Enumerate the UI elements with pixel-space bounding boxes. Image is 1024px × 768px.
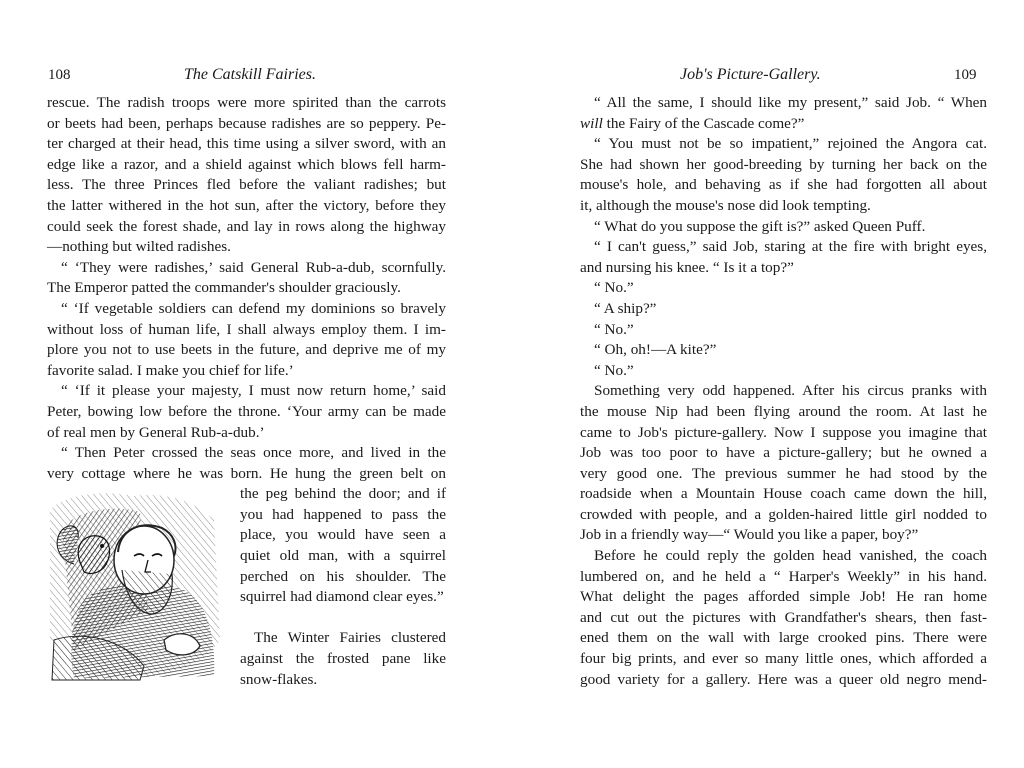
- text-line: place, you would have seen a: [240, 526, 446, 544]
- text-line: roadside when a Mountain House coach came down the hill,: [580, 485, 987, 503]
- text-line: very cottage where he was born. He hung the green belt on: [47, 464, 446, 482]
- text-line: without loss of human life, I shall always employ them. I im-: [47, 320, 446, 338]
- text-line: Peter, bowing low before the throne. ‘Your army can be made: [47, 402, 446, 420]
- text-line: snow-flakes.: [240, 670, 318, 688]
- text-line: The Winter Fairies clustered: [254, 629, 446, 647]
- text-line: the latter withered in the hot sun, after the victory, before they: [47, 196, 446, 214]
- text-line: “ Then Peter crossed the seas once more, and lived in the: [61, 444, 446, 462]
- text-line: plore you not to use beets in the future, and deprive me of my: [47, 341, 446, 359]
- old-man-with-squirrel-illustration: [44, 490, 228, 682]
- text-line: against the frosted pane like: [240, 650, 446, 668]
- page-number-right: 109: [954, 67, 977, 83]
- text-line: “ All the same, I should like my present,” said Job. “ When: [594, 94, 987, 111]
- text-line: crowded with people, and a golden-haired little girl nodded to: [580, 505, 987, 523]
- text-line: “ Oh, oh!—A kite?”: [594, 341, 717, 359]
- text-line: “ You must not be so impatient,” rejoined the Angora cat.: [594, 135, 987, 153]
- text-line: very good one. The previous summer he had stood by the: [580, 464, 987, 482]
- text-line: squirrel had diamond clear eyes.”: [240, 588, 444, 606]
- text-line: Something very odd happened. After his circus pranks with: [594, 382, 987, 400]
- text-line: What delight the pages afforded simple Job! He ran home: [580, 588, 987, 606]
- text-line: edge like a razor, and a shield against which blows fell harm-: [47, 155, 446, 173]
- text-line: and nursing his knee. “ Is it a top?”: [580, 258, 794, 276]
- text-line: “ What do you suppose the gift is?” asked Queen Puff.: [594, 217, 926, 235]
- running-title-left: The Catskill Fairies.: [184, 66, 316, 83]
- text-line: perched on his shoulder. The: [240, 567, 446, 585]
- text-line: and cut out the pictures with Grandfather's shears, then fast-: [580, 608, 987, 626]
- running-title-right: Job's Picture-Gallery.: [680, 66, 821, 83]
- page-number-left: 108: [48, 67, 71, 83]
- text-line: less. The three Princes fled before the valiant radishes; but: [47, 176, 446, 194]
- text-line: The Emperor patted the commander's shoulder graciously.: [47, 279, 401, 297]
- text-line: favorite salad. I make you chief for life.’: [47, 361, 294, 379]
- text-line: good variety for a gallery. Here was a queer old negro mend-: [580, 670, 987, 688]
- text-line: Job in a friendly way—“ Would you like a paper, boy?”: [580, 526, 919, 544]
- text-line: Before he could reply the golden head vanished, the coach: [594, 547, 987, 565]
- text-line: lumbered on, and he held a “ Harper's Weekly” in his hand.: [580, 567, 987, 585]
- text-line: “ No.”: [594, 320, 634, 338]
- text-line: will the Fairy of the Cascade come?”: [580, 114, 805, 132]
- right-page: [512, 0, 1024, 768]
- text-line: it, although the mouse's nose did look tempting.: [580, 196, 871, 214]
- text-line: of real men by General Rub-a-dub.’: [47, 423, 265, 441]
- text-line: the mouse Nip had been flying around the room. At last he: [580, 402, 987, 420]
- text-line: “ I can't guess,” said Job, staring at the fire with bright eyes,: [594, 238, 987, 256]
- text-line: quiet old man, with a squirrel: [240, 547, 446, 565]
- text-line: the peg behind the door; and if: [240, 485, 446, 503]
- text-line: She had shown her good-breeding by turning her back on the: [580, 155, 987, 173]
- text-line: mouse's hole, and behaving as if she had forgotten all about: [580, 176, 987, 194]
- text-line: could seek the forest shade, and lay in rows along the highway: [47, 217, 446, 235]
- text-line: —nothing but wilted radishes.: [47, 238, 231, 256]
- right-body-text: [580, 93, 987, 690]
- text-line: Job was too poor to have a picture-gallery; but he owned a: [580, 444, 987, 462]
- text-line: “ ‘If it please your majesty, I must now return home,’ said: [61, 382, 446, 400]
- text-line: ened them on the wall with large crooked pins. There were: [580, 629, 987, 647]
- text-line: came to Job's picture-gallery. Now I suppose you imagine that: [580, 423, 987, 441]
- text-line: ter charged at their head, this time using a silver sword, with an: [47, 135, 446, 153]
- text-line: four big prints, and ever so many little ones, which afforded a: [580, 650, 987, 668]
- text-line: “ No.”: [594, 361, 634, 379]
- text-line: “ No.”: [594, 279, 634, 297]
- text-line: rescue. The radish troops were more spirited than the carrots: [47, 94, 446, 111]
- text-line: “ ‘They were radishes,’ said General Rub-a-dub, scornfully.: [61, 258, 446, 276]
- text-line: “ A ship?”: [594, 299, 657, 317]
- text-line: or beets had been, perhaps because radishes are so peppery. Pe-: [47, 114, 446, 132]
- italic-word: will: [580, 114, 603, 132]
- text-line: you had happened to pass the: [240, 505, 446, 523]
- text-line: “ ‘If vegetable soldiers can defend my dominions so bravely: [61, 299, 446, 317]
